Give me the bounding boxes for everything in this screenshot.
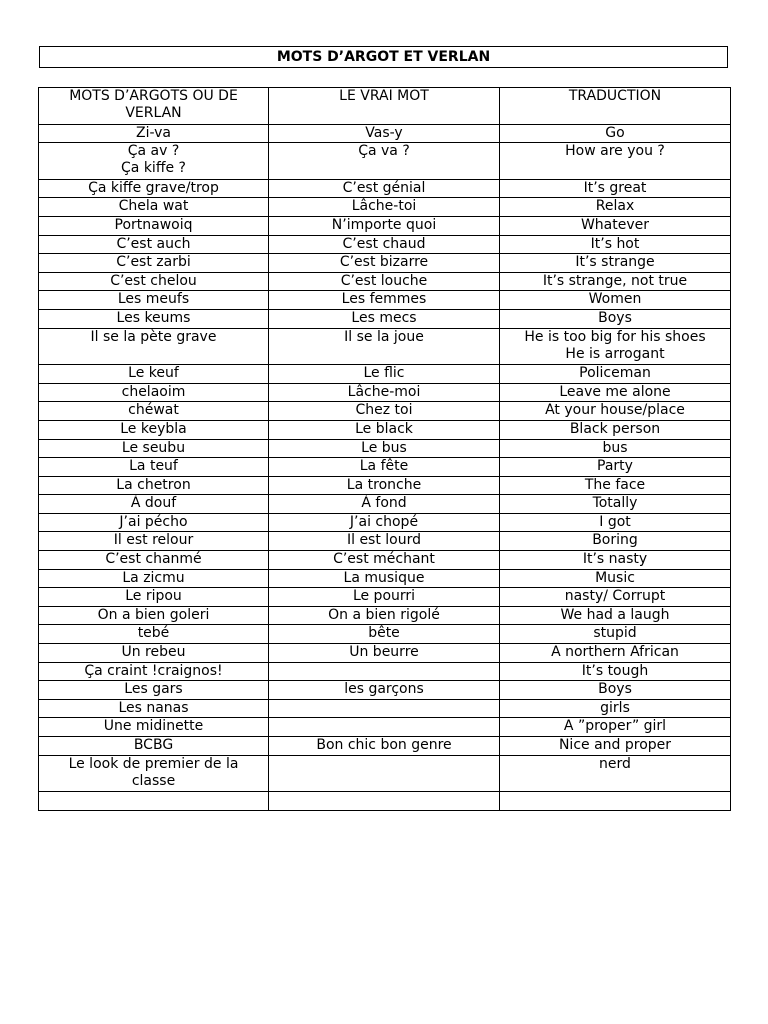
slang-cell: C’est zarbi (39, 254, 269, 273)
slang-cell: BCBG (39, 737, 269, 756)
slang-cell (39, 792, 269, 811)
table-row (39, 606, 731, 625)
real-word-cell (269, 718, 500, 737)
slang-cell: C’est auch (39, 235, 269, 254)
translation-cell: A northern African (500, 644, 731, 663)
real-word-cell: Bon chic bon genre (269, 737, 500, 756)
real-word-cell: Le flic (269, 365, 500, 384)
table-row (39, 792, 731, 811)
slang-cell: Il se la pète grave (39, 328, 269, 365)
table-row (39, 198, 731, 217)
real-word-cell (269, 662, 500, 681)
real-word-cell: La fête (269, 458, 500, 477)
real-word-cell (269, 792, 500, 811)
translation-cell: It’s strange (500, 254, 731, 273)
translation-cell: He is too big for his shoes He is arrogant (500, 328, 731, 365)
table-row (39, 476, 731, 495)
slang-cell: Une midinette (39, 718, 269, 737)
translation-cell: We had a laugh (500, 606, 731, 625)
slang-cell: Les nanas (39, 699, 269, 718)
translation-cell: It’s tough (500, 662, 731, 681)
slang-cell: Ça craint !craignos! (39, 662, 269, 681)
slang-cell: C’est chelou (39, 272, 269, 291)
slang-cell: À douf (39, 495, 269, 514)
real-word-cell: C’est méchant (269, 551, 500, 570)
translation-cell: Policeman (500, 365, 731, 384)
slang-cell: C’est chanmé (39, 551, 269, 570)
real-word-cell: Le black (269, 420, 500, 439)
translation-cell: Party (500, 458, 731, 477)
translation-cell: Women (500, 291, 731, 310)
table-row (39, 420, 731, 439)
real-word-cell: À fond (269, 495, 500, 514)
translation-cell: I got (500, 513, 731, 532)
translation-cell: Boring (500, 532, 731, 551)
table-row (39, 495, 731, 514)
table-row (39, 532, 731, 551)
slang-cell: Les meufs (39, 291, 269, 310)
real-word-cell: On a bien rigolé (269, 606, 500, 625)
slang-cell: La teuf (39, 458, 269, 477)
translation-cell: It’s great (500, 179, 731, 198)
translation-cell: Boys (500, 681, 731, 700)
table-row (39, 179, 731, 198)
translation-cell: nasty/ Corrupt (500, 588, 731, 607)
real-word-cell: J’ai chopé (269, 513, 500, 532)
table-row (39, 625, 731, 644)
translation-cell: It’s hot (500, 235, 731, 254)
translation-cell: A ”proper” girl (500, 718, 731, 737)
table-row (39, 402, 731, 421)
real-word-cell: Les femmes (269, 291, 500, 310)
slang-cell: La chetron (39, 476, 269, 495)
slang-cell: Portnawoiq (39, 216, 269, 235)
real-word-cell: N’importe quoi (269, 216, 500, 235)
slang-cell: Chela wat (39, 198, 269, 217)
slang-cell: Le ripou (39, 588, 269, 607)
table-row (39, 662, 731, 681)
header-real-word: LE VRAI MOT (269, 88, 500, 125)
header-translation: TRADUCTION (500, 88, 731, 125)
table-row (39, 737, 731, 756)
table-row (39, 513, 731, 532)
real-word-cell: les garçons (269, 681, 500, 700)
translation-cell: Music (500, 569, 731, 588)
slang-cell: Le seubu (39, 439, 269, 458)
table-row (39, 309, 731, 328)
real-word-cell: Chez toi (269, 402, 500, 421)
slang-cell: Ça av ? Ça kiffe ? (39, 143, 269, 180)
translation-cell: It’s strange, not true (500, 272, 731, 291)
table-row (39, 383, 731, 402)
translation-cell: nerd (500, 755, 731, 792)
translation-cell: Black person (500, 420, 731, 439)
real-word-cell: bête (269, 625, 500, 644)
real-word-cell (269, 755, 500, 792)
slang-cell: On a bien goleri (39, 606, 269, 625)
translation-cell: stupid (500, 625, 731, 644)
translation-cell: How are you ? (500, 143, 731, 180)
table-row (39, 644, 731, 663)
table-row (39, 588, 731, 607)
table-row (39, 143, 731, 180)
table-row (39, 699, 731, 718)
real-word-cell: Il est lourd (269, 532, 500, 551)
real-word-cell: Il se la joue (269, 328, 500, 365)
table-row (39, 272, 731, 291)
slang-cell: Le keybla (39, 420, 269, 439)
real-word-cell: La tronche (269, 476, 500, 495)
slang-cell: La zicmu (39, 569, 269, 588)
real-word-cell: Le bus (269, 439, 500, 458)
table-row (39, 328, 731, 365)
slang-cell: tebé (39, 625, 269, 644)
slang-cell: Un rebeu (39, 644, 269, 663)
document-title: MOTS D’ARGOT ET VERLAN (39, 46, 728, 68)
table-row (39, 458, 731, 477)
translation-cell: Leave me alone (500, 383, 731, 402)
translation-cell: girls (500, 699, 731, 718)
table-row (39, 254, 731, 273)
real-word-cell: Lâche-moi (269, 383, 500, 402)
table-row (39, 551, 731, 570)
slang-cell: Ça kiffe grave/trop (39, 179, 269, 198)
slang-cell: Zi-va (39, 124, 269, 143)
translation-cell: At your house/place (500, 402, 731, 421)
real-word-cell: Lâche-toi (269, 198, 500, 217)
slang-cell: J’ai pécho (39, 513, 269, 532)
real-word-cell: Vas-y (269, 124, 500, 143)
real-word-cell: Ça va ? (269, 143, 500, 180)
translation-cell: Whatever (500, 216, 731, 235)
slang-cell: Les keums (39, 309, 269, 328)
translation-cell: Boys (500, 309, 731, 328)
slang-cell: Le keuf (39, 365, 269, 384)
translation-cell: bus (500, 439, 731, 458)
table-row (39, 216, 731, 235)
real-word-cell (269, 699, 500, 718)
table-row (39, 124, 731, 143)
translation-cell (500, 792, 731, 811)
slang-cell: Le look de premier de la classe (39, 755, 269, 792)
table-row (39, 681, 731, 700)
real-word-cell: C’est chaud (269, 235, 500, 254)
real-word-cell: Le pourri (269, 588, 500, 607)
real-word-cell: Un beurre (269, 644, 500, 663)
table-header-row (39, 88, 731, 125)
table-row (39, 718, 731, 737)
real-word-cell: La musique (269, 569, 500, 588)
real-word-cell: C’est génial (269, 179, 500, 198)
slang-cell: Les gars (39, 681, 269, 700)
table-row (39, 365, 731, 384)
slang-cell: chéwat (39, 402, 269, 421)
translation-cell: It’s nasty (500, 551, 731, 570)
header-slang: MOTS D’ARGOTS OU DE VERLAN (39, 88, 269, 125)
real-word-cell: C’est bizarre (269, 254, 500, 273)
slang-cell: Il est relour (39, 532, 269, 551)
table-row (39, 291, 731, 310)
real-word-cell: Les mecs (269, 309, 500, 328)
table-row (39, 235, 731, 254)
translation-cell: Totally (500, 495, 731, 514)
real-word-cell: C’est louche (269, 272, 500, 291)
translation-cell: Nice and proper (500, 737, 731, 756)
translation-cell: Relax (500, 198, 731, 217)
table-row (39, 755, 731, 792)
vocabulary-table (38, 87, 731, 811)
translation-cell: The face (500, 476, 731, 495)
table-row (39, 439, 731, 458)
translation-cell: Go (500, 124, 731, 143)
table-row (39, 569, 731, 588)
slang-cell: chelaoim (39, 383, 269, 402)
